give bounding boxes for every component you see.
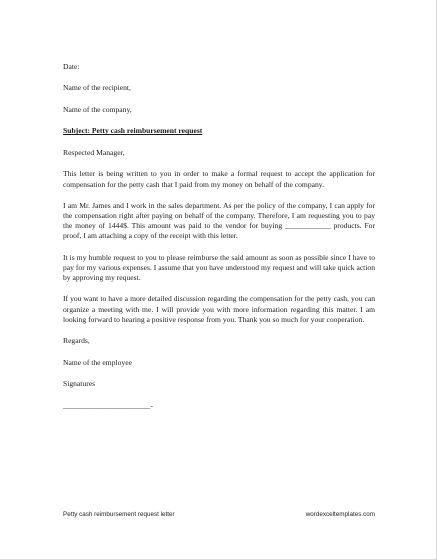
recipient-name: Name of the recipient, [63,83,131,93]
date-label: Date: [63,62,80,71]
subject-line: Subject: Petty cash reimbursement request [63,126,203,136]
paragraph-4: If you want to have a more detailed discussion regarding the compensation for the petty cash, you can organize a meeting with me. I will provide you with more information regarding this matter. I am looking forward to hearing a positive response from you. Thank you so much for your cooperation. [63,294,375,324]
signature-line: _______________________- [63,400,153,410]
salutation: Respected Manager, [63,147,125,157]
page-footer [63,511,375,518]
employee-name: Name of the employee [63,357,132,367]
footer-website: wordexceltemplates.com [305,511,375,518]
company-name: Name of the company, [63,104,132,114]
closing: Regards, [63,336,90,346]
paragraph-1: This letter is being written to you in order to make a formal request to accept the application for compensation for the petty cash that I paid from my money on behalf of the company. [63,169,375,189]
paragraph-2: I am Mr. James and I work in the sales department. As per the policy of the company, I can apply for the compensation right after paying on behalf of the company. Therefore, I am requesting you to pay the money of 1444$. This amount was paid to the vendor for buying ____________ products. For proof, I am attaching a copy of the receipt with this letter. [63,201,375,241]
paragraph-3: It is my humble request to you to please reimburse the said amount as soon as possible since I have to pay for my various expenses. I assume that you have understood my request and will take quick action by approving my request. [63,252,375,282]
footer-title: Petty cash reimbursement request letter [63,511,175,518]
letter-body [63,62,375,422]
signatures-label: Signatures [63,379,96,389]
